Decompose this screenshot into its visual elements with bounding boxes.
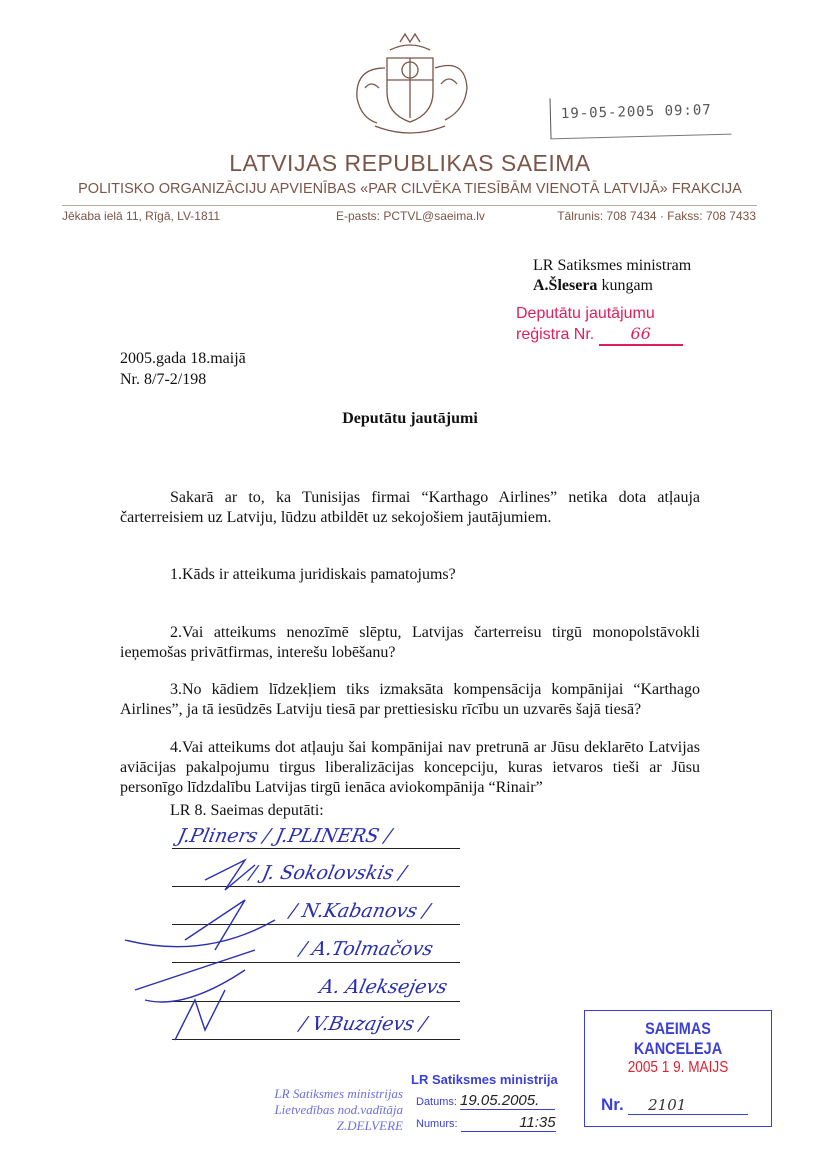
- document-date: 2005.gada 18.maijā: [120, 350, 246, 367]
- letterhead-email: E-pasts: PCTVL@saeima.lv: [336, 209, 485, 223]
- question-4: 4.Vai atteikums dot atļauju šai kompānijai nav pretrunā ar Jūsu deklarēto Latvijas aviācijas pakalpojumu tirgus liberalizācijas koncepciju, kuras ietvaros tieši ar Jūsu personīgo līdzdalību Latvijas tirgū ienāca aviokompānija “Rinair”: [120, 739, 700, 796]
- document-reference: Nr. 8/7-2/198: [120, 371, 207, 388]
- signatures-label: LR 8. Saeimas deputāti:: [170, 802, 324, 819]
- ministry-registration-stamp: LR Satiksmes ministrijas Lietvedības nod.vadītāja Z.DELVERE LR Satiksmes ministrija Datums: 19.05.2005. Numurs: 11:35: [274, 1072, 558, 1133]
- handwritten-signature-strokes: [115, 840, 315, 1050]
- question-3: 3.No kādiem līdzekļiem tiks izmaksāta kompensācija kompānijai “Karthago Airlines”, ja tā iesūdzēs Latviju tiesā par prettiesisku rīcību un uzvarēs šajā tiesā?: [120, 681, 700, 718]
- signature: / N.Kabanovs /: [287, 900, 432, 922]
- letterhead-divider: [62, 205, 757, 206]
- coat-of-arms-emblem: [345, 28, 475, 140]
- question-1: 1.Kāds ir atteikuma juridiskais pamatojums?: [170, 566, 456, 583]
- signature: / A.Tolmačovs: [297, 938, 436, 960]
- question-2: 2.Vai atteikums nenozīmē slēptu, Latvijas čarterreisu tirgū monopolstāvokli ieņemošas privātfirmas, interešu lobēšanu?: [120, 624, 700, 661]
- register-stamp: Deputātu jautājumu reģistra Nr. 66: [516, 304, 683, 346]
- document-heading: Deputātu jautājumi: [342, 410, 478, 427]
- letterhead-phone: Tālrunis: 708 7434 · Fakss: 708 7433: [557, 209, 756, 223]
- recipient: LR Satiksmes ministram A.Šlesera kungam: [533, 257, 692, 294]
- intro-paragraph: Sakarā ar to, ka Tunisijas firmai “Karthago Airlines” netika dota atļauja čarterreisiem uz Latviju, lūdzu atbildēt uz sekojošiem jautājumiem.: [120, 489, 700, 526]
- fax-timestamp: 19-05-2005 09:07: [549, 94, 731, 140]
- saeimas-kanceleja-stamp: SAEIMAS KANCELEJA 2005 1 9. MAIJS Nr. 2101: [584, 1010, 772, 1127]
- signature: A. Aleksejevs: [317, 976, 450, 998]
- signature: / V.Buzajevs /: [297, 1013, 429, 1035]
- signature: / J. Sokolovskis /: [247, 862, 409, 884]
- letterhead-subtitle: POLITISKO ORGANIZĀCIJU APVIENĪBAS «PAR CILVĒKA TIESĪBĀM VIENOTĀ LATVIJĀ» FRAKCIJA: [78, 181, 742, 197]
- letterhead-title: LATVIJAS REPUBLIKAS SAEIMA: [229, 150, 591, 176]
- letterhead-address: Jēkaba ielā 11, Rīgā, LV-1811: [62, 209, 221, 223]
- signature: J.Pliners / J.PLINERS /: [175, 825, 394, 847]
